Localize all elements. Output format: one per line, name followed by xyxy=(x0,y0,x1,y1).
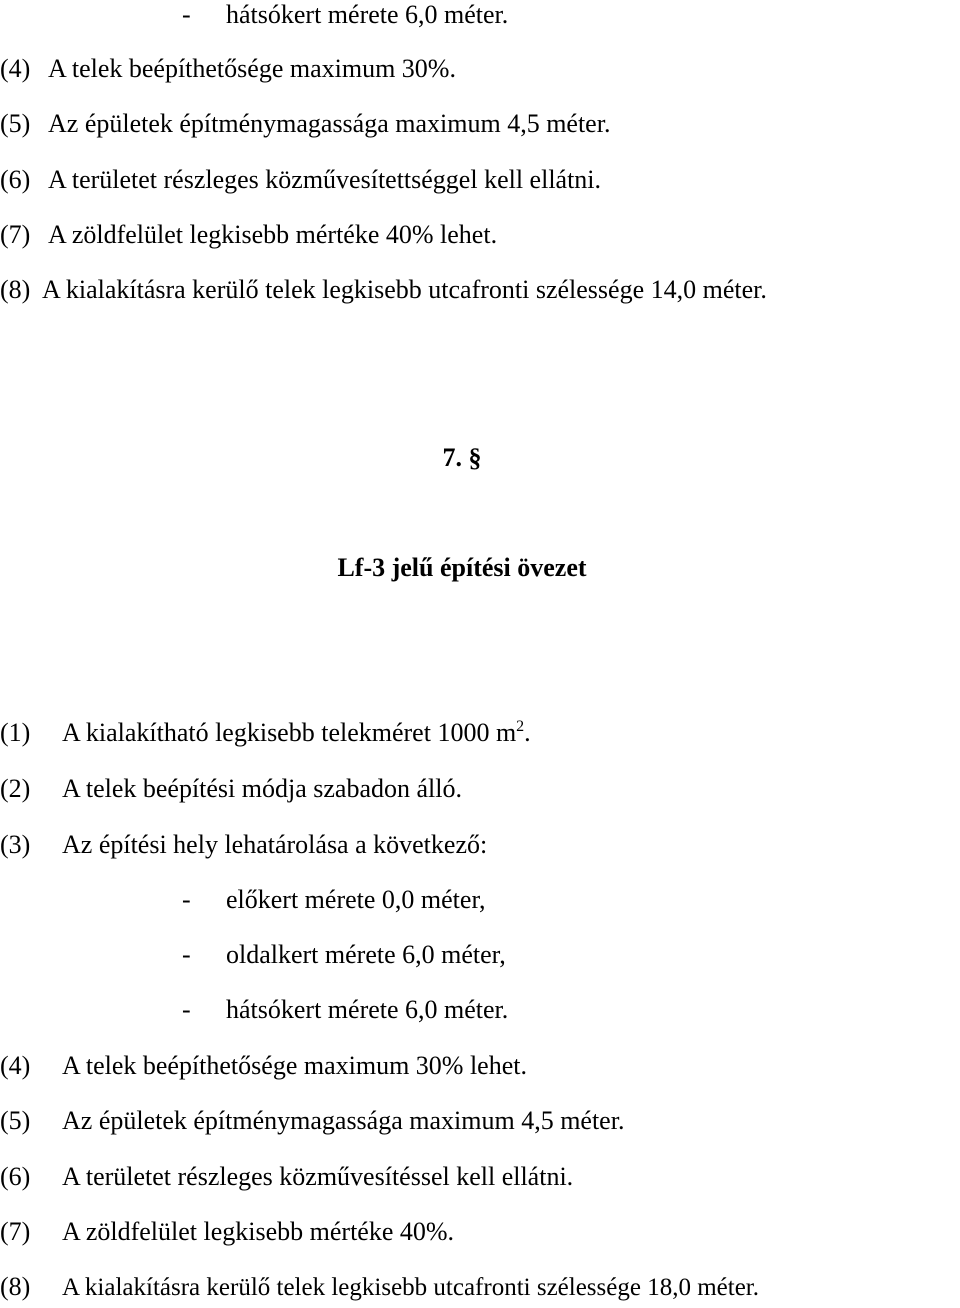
dash-text: oldalkert mérete 6,0 méter, xyxy=(226,940,506,969)
list-item-2 xyxy=(0,774,462,804)
item-text: A kialakítható legkisebb telekméret 1000 $m^2$. xyxy=(62,718,531,747)
item-text: Az épületek építménymagassága maximum 4,5 méter. xyxy=(62,1106,625,1135)
item-number: (1) xyxy=(0,718,31,747)
item-text: A zöldfelület legkisebb mértéke 40%. xyxy=(62,1217,455,1246)
item-number: (7) xyxy=(0,220,31,249)
list-item-top-6 xyxy=(0,165,601,195)
item-number: (2) xyxy=(0,774,31,803)
list-item-5 xyxy=(0,1106,624,1136)
item-text: Az építési hely lehatárolása a következő: xyxy=(62,830,488,859)
list-item-dash-backyard-top xyxy=(182,0,508,30)
list-item-dash-sideyard xyxy=(182,940,506,970)
list-item-4 xyxy=(0,1051,527,1081)
item-text: A területet részleges közművesítéssel kell ellátni. xyxy=(62,1162,574,1191)
list-item-7 xyxy=(0,1217,454,1247)
dash-mark: - xyxy=(182,0,191,29)
list-item-top-7 xyxy=(0,220,497,250)
item-number: (8) xyxy=(0,275,31,304)
section-number-text: 7. xyxy=(442,443,462,472)
list-item-top-4 xyxy=(0,54,456,84)
list-item-top-5 xyxy=(0,109,610,139)
item-number: (5) xyxy=(0,109,31,138)
item-text: A zöldfelület legkisebb mértéke 40% lehet. xyxy=(48,220,498,249)
list-item-6 xyxy=(0,1162,573,1192)
dash-mark: - xyxy=(182,995,191,1024)
section-title: Lf-3 jelű építési övezet xyxy=(337,553,587,582)
dash-text: hátsókert mérete 6,0 méter. xyxy=(226,995,509,1024)
item-number: (4) xyxy=(0,54,31,83)
list-item-1 xyxy=(0,718,531,748)
section-number xyxy=(0,443,924,473)
item-text: A telek beépíthetősége maximum 30%. xyxy=(48,54,456,83)
item-text: A területet részleges közművesítettséggel kell ellátni. xyxy=(48,165,602,194)
dash-mark: - xyxy=(182,940,191,969)
list-item-dash-backyard xyxy=(182,995,508,1025)
item-number: (5) xyxy=(0,1106,31,1135)
item-text: A telek beépíthetősége maximum 30% lehet. xyxy=(62,1051,527,1080)
item-text: Az épületek építménymagassága maximum 4,5 méter. xyxy=(48,109,611,138)
list-item-3 xyxy=(0,830,487,860)
item-number: (3) xyxy=(0,830,31,859)
dash-text: előkert mérete 0,0 méter, xyxy=(226,885,486,914)
dash-text: hátsókert mérete 6,0 méter. xyxy=(226,0,509,29)
item-number: (4) xyxy=(0,1051,31,1080)
item-text: A kialakításra kerülő telek legkisebb utcafronti szélessége 18,0 méter. xyxy=(62,1274,759,1301)
section-symbol: § xyxy=(468,443,482,472)
item-number: (7) xyxy=(0,1217,31,1246)
dash-mark: - xyxy=(182,885,191,914)
item-number: (8) xyxy=(0,1272,31,1301)
item-number: (6) xyxy=(0,165,31,194)
item-text: A kialakításra kerülő telek legkisebb utcafronti szélessége 14,0 méter. xyxy=(42,275,767,304)
superscript: 2 xyxy=(516,718,525,735)
item-text: A telek beépítési módja szabadon álló. xyxy=(62,774,462,803)
list-item-8 xyxy=(0,1272,759,1303)
item-number: (6) xyxy=(0,1162,31,1191)
list-item-dash-frontyard xyxy=(182,885,486,915)
list-item-top-8 xyxy=(0,275,767,305)
